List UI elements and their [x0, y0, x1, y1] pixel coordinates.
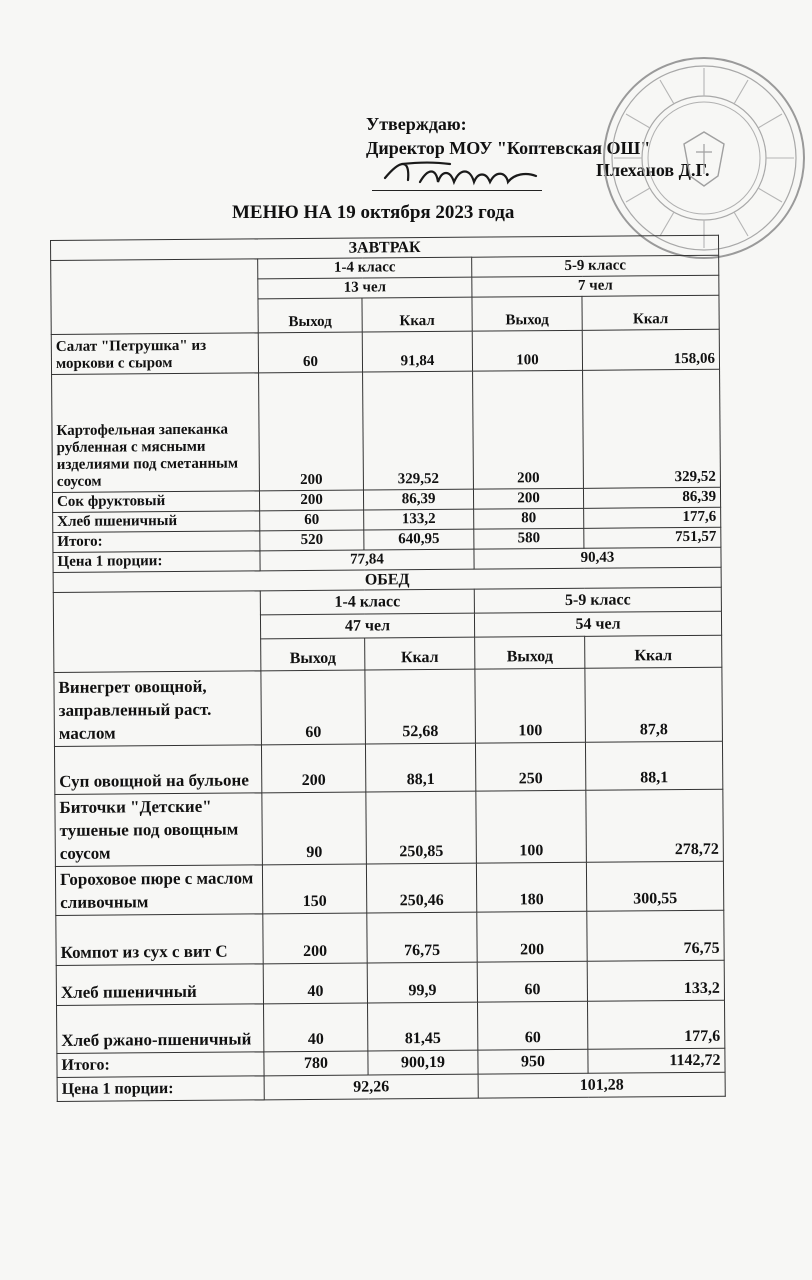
kcal-5-9: 158,06	[582, 329, 719, 370]
output-1-4: 150	[262, 864, 366, 914]
table-row	[54, 741, 722, 794]
output-1-4: 40	[264, 1003, 368, 1052]
col-output: Выход	[258, 298, 362, 333]
output-1-4: 200	[259, 490, 363, 511]
col-kcal: Ккал	[365, 637, 475, 670]
kcal-5-9: 76,75	[587, 910, 724, 961]
output-5-9: 200	[477, 911, 587, 962]
col-kcal: Ккал	[582, 295, 719, 330]
col-kcal: Ккал	[585, 635, 722, 668]
table-row	[55, 789, 724, 866]
dish-name: Салат "Петрушка" из моркови с сыром	[51, 333, 258, 375]
table-row	[56, 960, 724, 1005]
price-5-9: 101,28	[478, 1072, 725, 1098]
menu-table	[50, 235, 726, 1102]
approval-line-2: Директор МОУ "Коптевская ОШ"	[366, 138, 651, 158]
kcal-1-4: 88,1	[365, 743, 475, 792]
output-5-9: 100	[475, 668, 586, 743]
breakfast-blank-cell	[51, 259, 259, 335]
kcal-1-4: 52,68	[365, 669, 476, 744]
dish-name: Суп овощной на бульоне	[54, 745, 261, 795]
kcal-5-9: 329,52	[583, 369, 721, 488]
total-kcal-1-4: 640,95	[364, 529, 474, 550]
kcal-1-4: 99,9	[367, 962, 477, 1003]
official-stamp	[598, 52, 810, 264]
output-5-9: 60	[477, 1001, 587, 1050]
table-row	[52, 369, 721, 492]
table-row	[56, 910, 724, 965]
breakfast-class-5-9: 5-9 класс	[472, 255, 719, 277]
signatory-name: Плеханов Д.Г.	[596, 160, 710, 180]
total-output-1-4: 780	[264, 1051, 368, 1076]
output-1-4: 200	[263, 913, 367, 964]
lunch-people-5-9: 54 чел	[474, 611, 721, 637]
total-kcal-5-9: 1142,72	[588, 1048, 725, 1073]
total-kcal-1-4: 900,19	[368, 1050, 478, 1075]
dish-name: Картофельная запеканка рубленная с мясными изделиями под сметанным соусом	[52, 373, 260, 493]
dish-name: Компот из сух с вит С	[56, 914, 263, 966]
lunch-heading: ОБЕД	[53, 567, 721, 592]
breakfast-people-1-4: 13 чел	[258, 277, 472, 299]
col-output: Выход	[261, 638, 365, 671]
kcal-1-4: 133,2	[364, 509, 474, 530]
kcal-1-4: 329,52	[363, 371, 474, 490]
output-1-4: 200	[259, 372, 364, 491]
total-output-1-4: 520	[260, 530, 364, 551]
dish-name: Хлеб пшеничный	[53, 511, 260, 533]
table-row	[54, 667, 723, 746]
output-5-9: 200	[473, 370, 584, 489]
breakfast-people-5-9: 7 чел	[472, 275, 719, 297]
total-kcal-5-9: 751,57	[584, 527, 721, 548]
menu-title: МЕНЮ НА 19 октября 2023 года	[232, 202, 515, 223]
signature-line	[372, 190, 542, 191]
lunch-class-5-9: 5-9 класс	[474, 587, 721, 613]
output-1-4: 60	[261, 670, 366, 745]
lunch-class-1-4: 1-4 класс	[260, 589, 474, 615]
output-5-9: 100	[476, 790, 587, 863]
price-5-9: 90,43	[474, 547, 721, 569]
col-output: Выход	[475, 636, 585, 669]
dish-name: Гороховое пюре с маслом сливочным	[55, 865, 262, 916]
lunch-price-row	[57, 1072, 725, 1101]
handwritten-signature	[380, 150, 540, 195]
output-5-9: 80	[474, 508, 584, 529]
price-1-4: 77,84	[260, 549, 474, 571]
output-5-9: 60	[477, 961, 587, 1002]
dish-name: Биточки "Детские" тушеные под овощным соусом	[55, 793, 263, 867]
table-row	[55, 861, 723, 915]
kcal-1-4: 250,85	[366, 791, 477, 864]
kcal-1-4: 91,84	[362, 331, 472, 372]
price-1-4: 92,26	[264, 1074, 478, 1100]
output-1-4: 40	[263, 963, 367, 1004]
total-output-5-9: 580	[474, 528, 584, 549]
output-5-9: 180	[476, 862, 586, 912]
output-5-9: 200	[473, 488, 583, 509]
kcal-1-4: 86,39	[363, 489, 473, 510]
dish-name: Хлеб пшеничный	[56, 964, 263, 1006]
kcal-5-9: 88,1	[585, 741, 722, 790]
kcal-5-9: 278,72	[586, 789, 724, 862]
menu-table-wrapper	[50, 235, 726, 1102]
total-label: Итого:	[57, 1052, 264, 1078]
output-1-4: 200	[261, 744, 365, 793]
kcal-5-9: 177,6	[587, 1000, 724, 1049]
kcal-1-4: 76,75	[367, 912, 477, 963]
kcal-5-9: 133,2	[587, 960, 724, 1001]
col-kcal: Ккал	[362, 297, 472, 332]
price-label: Цена 1 порции:	[53, 551, 260, 573]
kcal-1-4: 81,45	[368, 1002, 478, 1051]
col-output: Выход	[472, 296, 582, 331]
breakfast-class-1-4: 1-4 класс	[258, 257, 472, 279]
output-5-9: 100	[472, 330, 582, 371]
approval-line-1: Утверждаю:	[366, 114, 467, 134]
output-1-4: 60	[258, 332, 362, 373]
dish-name: Хлеб ржано-пшеничный	[57, 1004, 264, 1054]
lunch-people-1-4: 47 чел	[260, 613, 474, 639]
kcal-1-4: 250,46	[366, 863, 476, 913]
kcal-5-9: 300,55	[586, 861, 723, 911]
kcal-5-9: 86,39	[583, 487, 720, 508]
breakfast-heading: ЗАВТРАК	[51, 235, 719, 260]
total-output-5-9: 950	[478, 1049, 588, 1074]
total-label: Итого:	[53, 531, 260, 553]
dish-name: Сок фруктовый	[52, 491, 259, 513]
output-5-9: 250	[475, 742, 585, 791]
kcal-5-9: 87,8	[585, 667, 723, 742]
price-label: Цена 1 порции:	[57, 1076, 264, 1102]
output-1-4: 60	[260, 510, 364, 531]
table-row	[57, 1000, 725, 1053]
kcal-5-9: 177,6	[584, 507, 721, 528]
lunch-blank-cell	[53, 591, 261, 673]
table-row	[51, 329, 719, 374]
output-1-4: 90	[262, 792, 367, 865]
dish-name: Винегрет овощной, заправленный раст. маслом	[54, 671, 262, 747]
